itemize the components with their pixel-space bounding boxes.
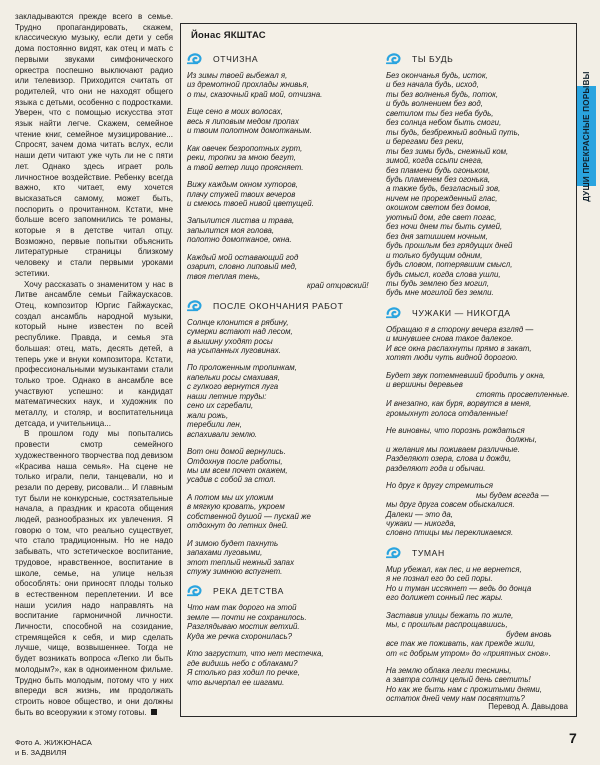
poem-line: и вершины деревьев xyxy=(386,380,463,390)
poem-line: его долижет сонный пес жары. xyxy=(386,593,504,603)
poem-line: На землю облака легли теснины, xyxy=(386,666,512,676)
poem-line: я не познал его до сей поры. xyxy=(386,574,493,584)
poem-line: остаток дней чему нам посвятить? xyxy=(386,694,525,704)
stanza xyxy=(386,611,574,658)
stanza xyxy=(187,144,379,172)
poem-line: Мир убежал, как пес, и не вернется, xyxy=(386,564,522,574)
poem-line: И внезапно, как буря, ворвутся в меня, xyxy=(386,399,532,409)
poem-line: о ты, сказочный край мой, отчизна. xyxy=(187,89,323,99)
poem-line: мы им всем почет окажем, xyxy=(187,465,288,475)
poem-line: ты без волненья будь, поток, xyxy=(386,89,499,99)
poem-line: а завтра солнцу целый день светить! xyxy=(386,675,531,685)
translator-credit: Перевод А. Давыдова xyxy=(488,702,568,711)
stanza xyxy=(187,603,379,641)
poem-heading xyxy=(386,546,574,560)
poem-line: мы друг друга совсем обыскалися. xyxy=(386,500,515,510)
poem-line: и будь волнением без вод, xyxy=(386,99,483,109)
poem-line: Обращаю я в сторону вечера взгляд — xyxy=(386,324,534,334)
poem-line: мы, с прошлым распрощавшись, xyxy=(386,620,508,630)
poem-line: и только будущим одним, xyxy=(386,250,483,260)
poems-frame xyxy=(180,23,577,717)
poem-line: а твой ветер лицо проясняет. xyxy=(187,162,304,172)
poems-column-right xyxy=(386,50,574,712)
page-number: 7 xyxy=(569,730,577,746)
poem-line: Будет звук потемневший бродить у окна, xyxy=(386,370,546,380)
stanza xyxy=(386,481,574,538)
poem-line: Далеки — это да, xyxy=(386,509,453,519)
poem-title: ТУМАН xyxy=(412,547,445,558)
stanza xyxy=(386,565,574,603)
poem-line: без солнца небом быть смоги, xyxy=(386,118,502,128)
poem-line: Без окончанья будь, исток, xyxy=(386,71,488,80)
poem-line: будь мне могилой без земли. xyxy=(386,288,494,298)
stanza xyxy=(386,426,574,473)
poem-line: капельки росы смахивая, xyxy=(187,372,280,382)
stanza xyxy=(386,371,574,418)
poem-line: и минувшее снова такое далекое. xyxy=(386,334,514,344)
stanza xyxy=(187,318,379,356)
poem-line: Я столько раз ходил по речке, xyxy=(187,668,300,678)
poem-line: должны, xyxy=(506,435,537,445)
poem-line: где видишь небо с облаками? xyxy=(187,658,298,668)
swirl-ornament-icon xyxy=(187,52,204,66)
poem-line: И все окна распахнуты прямо в закат, xyxy=(386,343,532,353)
poem-line: жали рожь, xyxy=(187,410,229,420)
poem-line: все так же поживать, как прежде жили, xyxy=(386,639,536,649)
poem xyxy=(187,584,379,687)
poem-line: Но и туман иссякнет — ведь до донца xyxy=(386,583,532,593)
poem-line: Как овечек безропотных гурт, xyxy=(187,143,303,153)
poem-title: ТЫ БУДЬ xyxy=(412,54,454,64)
poem-line: сумерки встают над лесом, xyxy=(187,327,293,337)
poem xyxy=(187,52,379,291)
poem-line: в мягкую кровать, укроем xyxy=(187,502,285,512)
poem-line: усадив с собой за стол. xyxy=(187,475,276,485)
poem-line: А потом мы их уложим xyxy=(187,492,274,502)
poem-line: Разделяют озера, слова и дожди, xyxy=(386,454,512,464)
poem-line: и желания мы поживаем различные. xyxy=(386,444,520,454)
poem-line: зимой, когда ссыпи снега, xyxy=(386,156,484,166)
photo-credit-line: Фото А. ЖИЖЮНАСА xyxy=(15,738,92,747)
poem-line: и смеюсь твоей нивой цветущей. xyxy=(187,198,314,208)
poem-line: ничем не прорежденный глас, xyxy=(386,193,498,203)
poem-title: ПОСЛЕ ОКОНЧАНИЯ РАБОТ xyxy=(213,300,344,311)
poem xyxy=(386,546,574,704)
poem-line: словно птицы мы перекликаемся. xyxy=(386,528,514,538)
poem-line: реки, тропки за мною бегут, xyxy=(187,153,296,163)
poem-line: ты без зимы будь, снежный ком, xyxy=(386,146,509,156)
poem-line: Кто загрустит, что нет местечка, xyxy=(187,649,324,659)
poem-line: будь смысл, когда слова ушли, xyxy=(386,269,501,279)
poem-line: Что нам так дорого на этой xyxy=(187,603,297,613)
poem-line: весь я липовым медом пропах xyxy=(187,116,299,126)
poem-line: и твоим полотном домотканым. xyxy=(187,126,312,136)
stanza xyxy=(386,71,574,298)
stanza xyxy=(187,363,379,439)
poem-line: земле — почти не сохранилось. xyxy=(187,612,307,622)
poem-line: а также будь, безгласный зов, xyxy=(386,184,501,194)
section-rubric-label: ДУШИ ПРЕКРАСНЫЕ ПОРЫВЫ xyxy=(582,70,592,202)
poem-line: с гулкого вернутся луга xyxy=(187,382,279,392)
stanza xyxy=(187,180,379,208)
poem-line: сено их сгребали, xyxy=(187,401,254,411)
stanza xyxy=(187,107,379,135)
poem-heading xyxy=(386,52,574,66)
poem-line: ты будь, безбрежный водный путь, xyxy=(386,127,520,137)
poem-line: без ночи днем ты быть сумей, xyxy=(386,222,503,232)
poem-line: Заставив улицы бежать по жиле, xyxy=(386,610,514,620)
poem-title: ЧУЖАКИ — НИКОГДА xyxy=(412,307,511,318)
poem-line: Солнце клонится в рябину, xyxy=(187,317,289,327)
poem-line: будь словом, потерявшим смысл, xyxy=(386,260,513,270)
section-rubric-tab xyxy=(577,70,596,202)
poem-line: И зимою будет пахнуть xyxy=(187,538,279,548)
swirl-ornament-icon xyxy=(386,306,403,320)
swirl-ornament-icon xyxy=(386,52,403,66)
poem-title: ОТЧИЗНА xyxy=(213,54,259,64)
end-of-article-mark xyxy=(151,709,157,715)
photo-credit xyxy=(15,738,175,757)
poem-heading xyxy=(187,52,379,66)
article-column xyxy=(15,12,173,730)
poem-line: Отдохнув после работы, xyxy=(187,456,283,466)
poem-line: По проложенным тропинкам, xyxy=(187,363,297,373)
poem-line: Но как же быть нам с прожитыми днями, xyxy=(386,684,542,694)
poem-line: полотно домотканое, окна. xyxy=(187,235,292,245)
poem-line: стоять просветленные. xyxy=(476,389,570,399)
stanza xyxy=(386,325,574,363)
poem xyxy=(386,306,574,538)
poem-line: Куда же речка схоронилась? xyxy=(187,631,293,641)
poem-line: Запылится листва и трава, xyxy=(187,216,295,226)
poem-line: край отцовский! xyxy=(307,281,369,291)
poem-line: Но друг к другу стремиться xyxy=(386,481,493,491)
poem-title: РЕКА ДЕТСТВА xyxy=(213,586,284,597)
stanza xyxy=(187,649,379,687)
poem-line: Вот они домой вернулись. xyxy=(187,447,286,457)
poem-heading xyxy=(187,584,379,598)
poem-line: Не виновны, что порознь рождаться xyxy=(386,425,525,435)
stanza xyxy=(187,539,379,577)
poem-line: от «с добрым утром» до «приятных снов». xyxy=(386,648,551,658)
poem xyxy=(386,52,574,298)
poem-line: на усыпанных луговинах. xyxy=(187,345,281,355)
poems-column-left xyxy=(187,50,379,695)
poem-line: разделяют года и обычаи. xyxy=(386,463,486,473)
poem-line: окошком светом без домов, xyxy=(386,203,491,213)
poem-line: что вычерпал ее шагами. xyxy=(187,677,285,687)
poem-line: стужу зимнюю вспугнет. xyxy=(187,567,283,577)
article-paragraph: Хочу рассказать о знаменитом у нас в Литве ансамбле семьи Гайжаускасов. Отец, композитор Юргис Гайжаускас, создал ансамбль народной музыки, который ныне известен по всей республике. Правда, и семья эта большая: отец, мать, десять детей, а теперь уже и внуки композитора. Кстати, профессиональными музыкантами стали только трое. Однако в ансамбле все участвуют успешно: и кандидат математических наук, и художник по металлу, и столяр, и воспитательница детсада, и учительница... xyxy=(15,279,173,428)
poem-line: и берегами без реки, xyxy=(386,137,465,147)
poem-line: из дремотной прохлады жнивья, xyxy=(187,80,309,90)
swirl-ornament-icon xyxy=(187,299,204,313)
poem-line: уютный дом, где свет погас, xyxy=(386,212,497,222)
stanza xyxy=(386,666,574,704)
poem-line: Каждый мой оставающий год xyxy=(187,252,299,262)
poet-name: Йонас ЯКШТАС xyxy=(191,30,266,41)
poem-line: будь прошлым без грядущих дней xyxy=(386,241,513,251)
stanza xyxy=(187,493,379,531)
photo-credit-line: и Б. ЗАДВИЛЯ xyxy=(15,747,67,757)
poem-line: будем вновь xyxy=(506,629,552,639)
stanza xyxy=(187,253,379,291)
poem-heading xyxy=(386,306,574,320)
poem-line: этот теплый нежный запах xyxy=(187,557,295,567)
poem-heading xyxy=(187,299,379,313)
stanza xyxy=(187,216,379,244)
poem-line: без пламени будь огоньком, xyxy=(386,165,491,175)
poem-line: плачу стужей твоих вечеров xyxy=(187,189,296,199)
swirl-ornament-icon xyxy=(187,584,204,598)
poem-line: чужаки — никогда, xyxy=(386,519,456,529)
poem-line: запахами луговыми, xyxy=(187,548,263,558)
poem-line: мы будем всегда — xyxy=(476,490,549,500)
poem-line: громыхнут голоса отдаленные! xyxy=(386,408,508,418)
poem-line: наши летние труды: xyxy=(187,391,267,401)
poem-line: отдохнут до летних дней. xyxy=(187,521,289,531)
poem-line: хотят люди чуть видной дорогою. xyxy=(386,353,519,363)
poem-line: теребили лен, xyxy=(187,420,242,430)
poem-line: Из зимы твоей выбежал я, xyxy=(187,71,288,80)
article-paragraph-text: В прошлом году мы попытались провести смотр семейного художественного творчества под девизом «Красива наша семья». На сцене не только играли, пели, танцевали, но и резали по дереву, рисовали... И главным тут были не конкурсные, состязательные начала, а праздник и красота общения людей, разнообразных их увлечения. Я говорю о том, что реально существует, что стало традиционным. Но не надо забывать, что эстетическое воспитание, трудовое, нравственное, воспитание в школе, семье, на улице нельзя обособлять: они приносят плоды только в естественном переплетении. И все наши усилия надо направлять на воспитание гармоничной личности. Личности, способной на созидание, стремящейся к себя, и мир сделать лучше, чище, возвышеннее. Тогда не будет возникать вопроса «Легко ли быть молодым?», как в одноименном фильме. Трудно быть молодым, потому что у них впереди вся жизнь, им продолжать строить новое общество, и они должны быть во всеоружии к этому готовы. xyxy=(15,429,173,717)
swirl-ornament-icon xyxy=(386,546,403,560)
poem xyxy=(187,299,379,577)
poem-line: без дня затишием ночным, xyxy=(386,231,488,241)
poem-line: и без начала будь, исход, xyxy=(386,80,479,90)
poem-line: запылится моя голова, xyxy=(187,225,275,235)
poem-line: вспахивали землю. xyxy=(187,429,258,439)
poem-line: ты будь землею без могил, xyxy=(386,278,490,288)
poem-line: Разглядываю мостик ветхий. xyxy=(187,622,300,632)
poem-line: светилом ты без неба будь, xyxy=(386,108,494,118)
poem-line: озарит, словно липовый мед, xyxy=(187,262,298,272)
poem-line: твоя теплая тень, xyxy=(187,271,261,281)
poem-line: собственной душой — пускай же xyxy=(187,511,311,521)
poem-line: Вижу каждым окном хуторов, xyxy=(187,180,298,190)
article-paragraph: закладываются прежде всего в семье. Трудно пропагандировать, скажем, классическую музыку, если дети у себя дома постоянно видят, как отец и мать с первыми звуками симфонического оркестра поспешно выключают радио или телевизор. Приходится считать от родителей, что они не находят общего языка с детьми, особенно с подростками. Уверен, что с помощью искусства этот язык найти легче. Скажем, семейное чтение книг, семейное музицирование... Спросят, зачем дома читать вслух, если наши дети читают уже чуть ли не с пяти лет. Однако здесь играет роль личностное воздействие. Ребенку всегда важно, кто читает, ему хочется высказаться самому, может быть, поспорить о прочитанном. Кстати, мне больше всего запомнились те романы, которые я в детстве читал отцу. Возможно, первые попытки объяснить литературные страницы близкому человеку и стали первыми уроками эстетики. xyxy=(15,12,173,278)
stanza xyxy=(187,447,379,485)
article-paragraph xyxy=(15,429,173,718)
stanza xyxy=(187,71,379,99)
poem-line: будь пламенем без огонька, xyxy=(386,174,491,184)
poem-line: Еще сено в моих волосах, xyxy=(187,107,283,117)
poem-line: в вышину уходят росы xyxy=(187,336,273,346)
